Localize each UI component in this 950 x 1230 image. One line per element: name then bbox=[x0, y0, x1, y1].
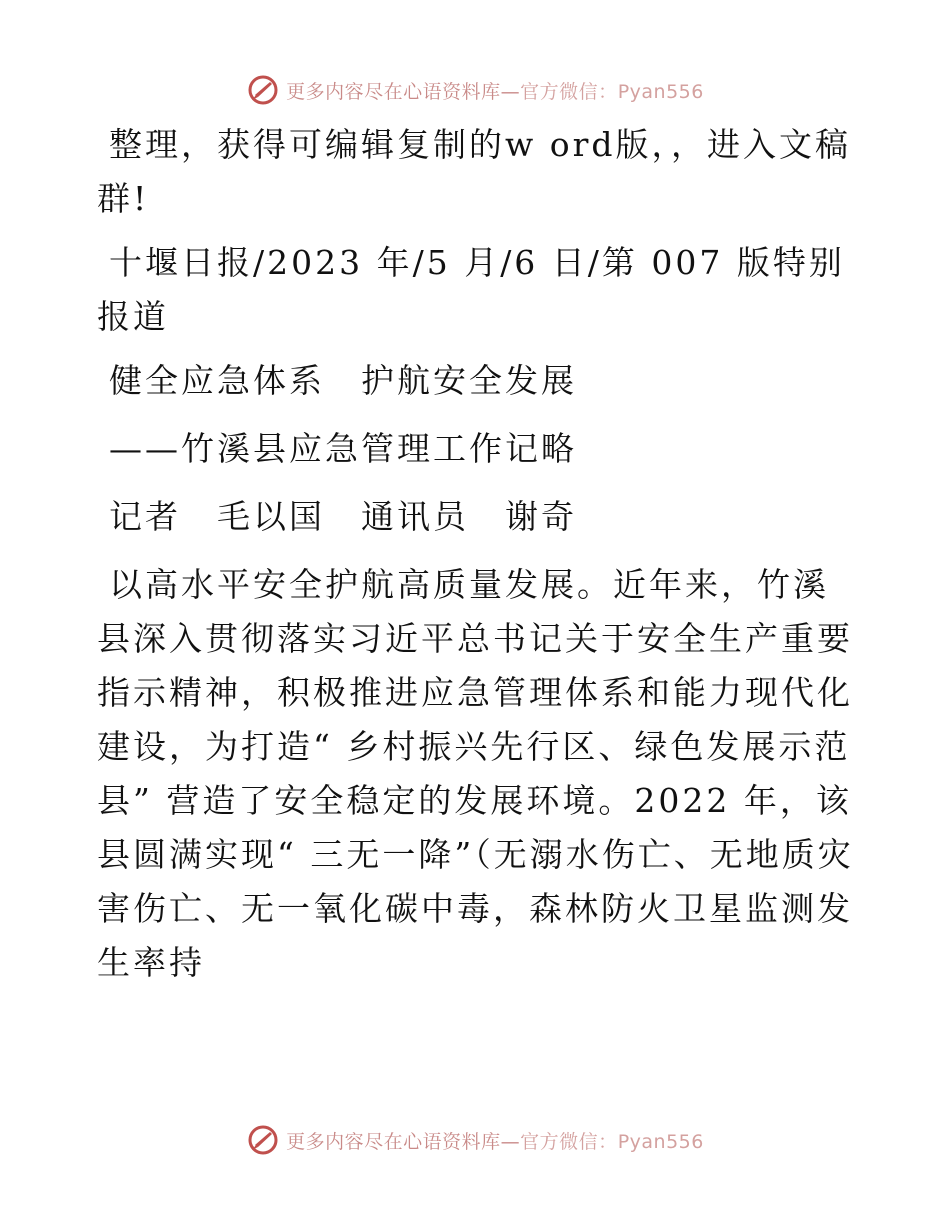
logo-icon bbox=[246, 1123, 280, 1157]
header-watermark-banner bbox=[0, 70, 950, 110]
banner-text: 更多内容尽在心语资料库—官方微信：Pyan556 bbox=[286, 80, 704, 103]
logo-icon bbox=[246, 73, 280, 107]
article-title: 健全应急体系 护航安全发展 bbox=[109, 361, 577, 400]
footer-watermark-banner bbox=[0, 1120, 950, 1160]
intro-paragraph: 整理，获得可编辑复制的w ord版，，进入文稿群! bbox=[97, 125, 852, 218]
body-paragraph: 以高水平安全护航高质量发展。近年来，竹溪县深入贯彻落实习近平总书记关于安全生产重要指示精神，积极推进应急管理体系和能力现代化建设，为打造“ 乡村振兴先行区、绿色发展示范县” 营造了安全稳定的发展环境。2022 年，该县圆满实现“ 三无一降”（无溺水伤亡、无地质灾害伤亡、无一氧化碳中毒，森林防火卫星监测发生率持 bbox=[97, 565, 854, 982]
document-body bbox=[97, 118, 857, 1000]
banner-text: 更多内容尽在心语资料库—官方微信：Pyan556 bbox=[286, 1130, 704, 1153]
article-subtitle: ——竹溪县应急管理工作记略 bbox=[109, 429, 577, 468]
byline: 记者 毛以国 通讯员 谢奇 bbox=[109, 497, 577, 536]
source-line: 十堰日报/2023 年/5 月/6 日/第 007 版特别报道 bbox=[97, 243, 845, 336]
